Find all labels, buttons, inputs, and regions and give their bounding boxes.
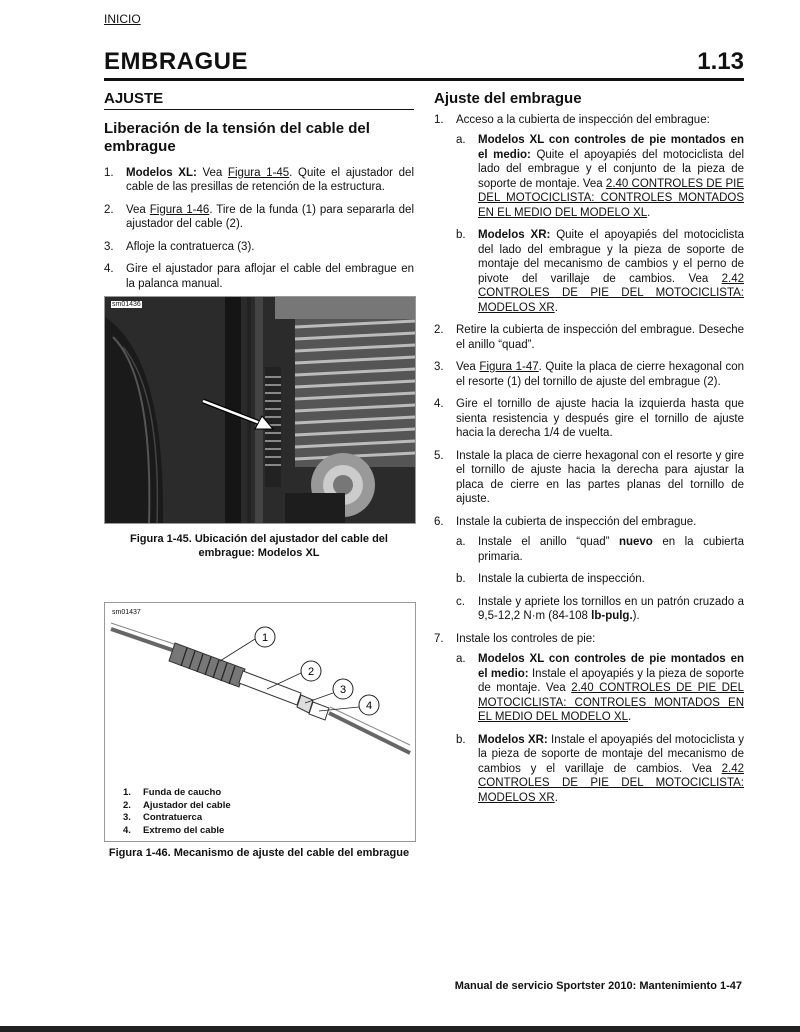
- home-link[interactable]: INICIO: [104, 12, 141, 26]
- figure-1-45-photo: [104, 296, 416, 524]
- list-item: 4. Gire el tornillo de ajuste hacia la izquierda hasta que sienta resistencia y después gire el tornillo de ajuste hacia la derecha 1/4 de vuelta.: [434, 398, 744, 439]
- section-title-ajuste-embrague: Ajuste del embrague: [434, 90, 582, 107]
- cable-tension-steps: [104, 166, 414, 292]
- callout-1: [255, 627, 275, 647]
- svg-text:2: 2: [307, 666, 315, 678]
- legend-item: 4. Extremo del cable: [123, 824, 225, 836]
- figure-1-46-drawing: [104, 602, 416, 842]
- chapter-title-bar: [104, 46, 744, 81]
- link-figure-1-45[interactable]: Figura 1-45: [227, 166, 290, 179]
- callout-2: [301, 661, 321, 681]
- list-item: 1. Acceso a la cubierta de inspección del embrague: a. Modelos XL con controles de pie montados en el medio: Quite el apoyapiés del motociclista del lado del embrague y el conjunto de la pieza de soporte de montaje. Vea 2.40 CONTROLES DE PIE DEL MOTOCICLISTA: CONTROLES MONTADOS EN EL MEDIO DEL MODELO XL. b. Modelos XR: Quite el apoyapiés del motociclista del lado del embrague y la pieza de soporte de montaje del mecanismo de cambios y el perno de pivote del varillaje de cambios. Vea 2.42 CONTROLES DE PIE DEL MOTOCICLISTA: MODELOS XR.: [434, 113, 745, 314]
- engine-fins: [295, 317, 415, 467]
- link-figure-1-47[interactable]: Figura 1-47: [479, 361, 539, 373]
- list-item: a. Modelos XL con controles de pie montados en el medio: Quite el apoyapiés del motociclista del lado del embrague y el conjunto de la pieza de soporte de montaje. Vea 2.40 CONTROLES DE PIE DEL MOTOCICLISTA: CONTROLES MONTADOS EN EL MEDIO DEL MODELO XL.: [456, 134, 745, 219]
- chapter-title: EMBRAGUE: [104, 48, 249, 75]
- legend-item: 2. Ajustador del cable: [123, 799, 231, 811]
- figure-1-46-caption: Figura 1-46. Mecanismo de ajuste del cable del embrague: [108, 847, 410, 859]
- motorcycle-engine-photo: [105, 297, 415, 523]
- bottom-bar: [0, 1026, 800, 1032]
- link-figure-1-46[interactable]: Figura 1-46: [149, 203, 210, 216]
- figure-id: sm01436: [112, 301, 141, 308]
- link-section-2-40[interactable]: 2.40 CONTROLES DE PIE DEL MOTOCICLISTA: CONTROLES MONTADOS EN EL MEDIO DEL MODELO XL: [478, 682, 744, 723]
- rubber-boot: [169, 643, 245, 687]
- cable-adjuster-diagram: [105, 603, 415, 783]
- figure-1-45-caption: Figura 1-45. Ubicación del ajustador del cable del embrague: Modelos XL: [130, 533, 388, 559]
- svg-text:3: 3: [339, 684, 347, 696]
- list-item: 4. Gire el ajustador para aflojar el cable del embrague en la palanca manual.: [104, 263, 414, 290]
- section-title-ajuste: AJUSTE: [104, 92, 414, 110]
- clutch-adjust-steps: [434, 113, 744, 806]
- list-item: 2. Vea Figura 1-46. Tire de la funda (1) para separarla del ajustador del cable (2).: [104, 203, 414, 230]
- link-section-2-40[interactable]: 2.40 CONTROLES DE PIE DEL MOTOCICLISTA: CONTROLES MONTADOS EN EL MEDIO DEL MODELO XL: [478, 177, 745, 219]
- list-item: c. Instale y apriete los tornillos en un patrón cruzado a 9,5-12,2 N·m (84-108 lb-pulg.).: [456, 595, 744, 622]
- figure-id: sm01437: [112, 609, 141, 616]
- list-item: 6. Instale la cubierta de inspección del embrague. a. Instale el anillo “quad” nuevo en la cubierta primaria. b. Instale la cubierta de inspección. c. Instale y apriete los tornillos en un patrón cruzado a 9,5-12,2 N·m (84-108 lb-pulg.).: [434, 515, 744, 622]
- legend-item: 1. Funda de caucho: [123, 787, 222, 798]
- page-footer: Manual de servicio Sportster 2010: Mantenimiento 1-47: [454, 980, 742, 992]
- list-item: 7. Instale los controles de pie: a. Modelos XL con controles de pie montados en el medio: Instale el apoyapiés y la pieza de soporte de montaje. Vea 2.40 CONTROLES DE PIE DEL MOTOCICLISTA: CONTROLES MONTADOS EN EL MEDIO DEL MODELO XL. b. Modelos XR: Instale el apoyapiés del motociclista y la pieza de soporte de montaje del mecanismo de cambios y el varillaje de cambios. Vea 2.42 CONTROLES DE PIE DEL MOTOCICLISTA: MODELOS XR.: [434, 632, 745, 804]
- link-section-2-42[interactable]: 2.42 CONTROLES DE PIE DEL MOTOCICLISTA: MODELOS XR: [478, 272, 744, 314]
- subsection-title: Liberación de la tensión del cable del embrague: [104, 119, 370, 155]
- list-item: 3. Afloje la contratuerca (3).: [104, 240, 255, 253]
- left-column: [104, 92, 414, 299]
- legend-item: 3. Contratuerca: [123, 812, 203, 823]
- list-item: 5. Instale la placa de cierre hexagonal con el resorte y gire el tornillo de ajuste hacia la derecha para ajustar la placa de cierre en las partes planas del tornillo de ajuste.: [434, 449, 744, 505]
- svg-text:4: 4: [365, 700, 373, 712]
- callout-4: [359, 695, 379, 715]
- section-number: 1.13: [697, 48, 744, 75]
- svg-text:1: 1: [261, 632, 269, 644]
- list-item: 2. Retire la cubierta de inspección del embrague. Deseche el anillo “quad”.: [434, 324, 744, 351]
- link-section-2-42[interactable]: 2.42 CONTROLES DE PIE DEL MOTOCICLISTA: MODELOS XR: [478, 762, 744, 804]
- right-column: [434, 92, 744, 813]
- list-item: 1. Modelos XL: Vea Figura 1-45. Quite el ajustador del cable de las presillas de retención de la estructura.: [104, 166, 414, 193]
- list-item: b. Modelos XR: Quite el apoyapiés del motociclista del lado del embrague y la pieza de soporte de montaje del mecanismo de cambios y el perno de pivote del varillaje de cambios. Vea 2.42 CONTROLES DE PIE DEL MOTOCICLISTA: MODELOS XR.: [456, 229, 744, 314]
- list-item: 3. Vea Figura 1-47. Quite la placa de cierre hexagonal con el resorte (1) del tornillo de ajuste del embrague (2).: [434, 361, 745, 388]
- list-item: b. Instale la cubierta de inspección.: [456, 573, 645, 585]
- list-item: a. Instale el anillo “quad” nuevo en la cubierta primaria.: [456, 536, 744, 563]
- list-item: a. Modelos XL con controles de pie montados en el medio: Instale el apoyapiés y la pieza de soporte de montaje. Vea 2.40 CONTROLES DE PIE DEL MOTOCICLISTA: CONTROLES MONTADOS EN EL MEDIO DEL MODELO XL.: [456, 653, 745, 723]
- callout-3: [333, 679, 353, 699]
- list-item: b. Modelos XR: Instale el apoyapiés del motociclista y la pieza de soporte de montaje del mecanismo de cambios y el varillaje de cambios. Vea 2.42 CONTROLES DE PIE DEL MOTOCICLISTA: MODELOS XR.: [456, 733, 744, 804]
- figure-legend: [123, 787, 231, 837]
